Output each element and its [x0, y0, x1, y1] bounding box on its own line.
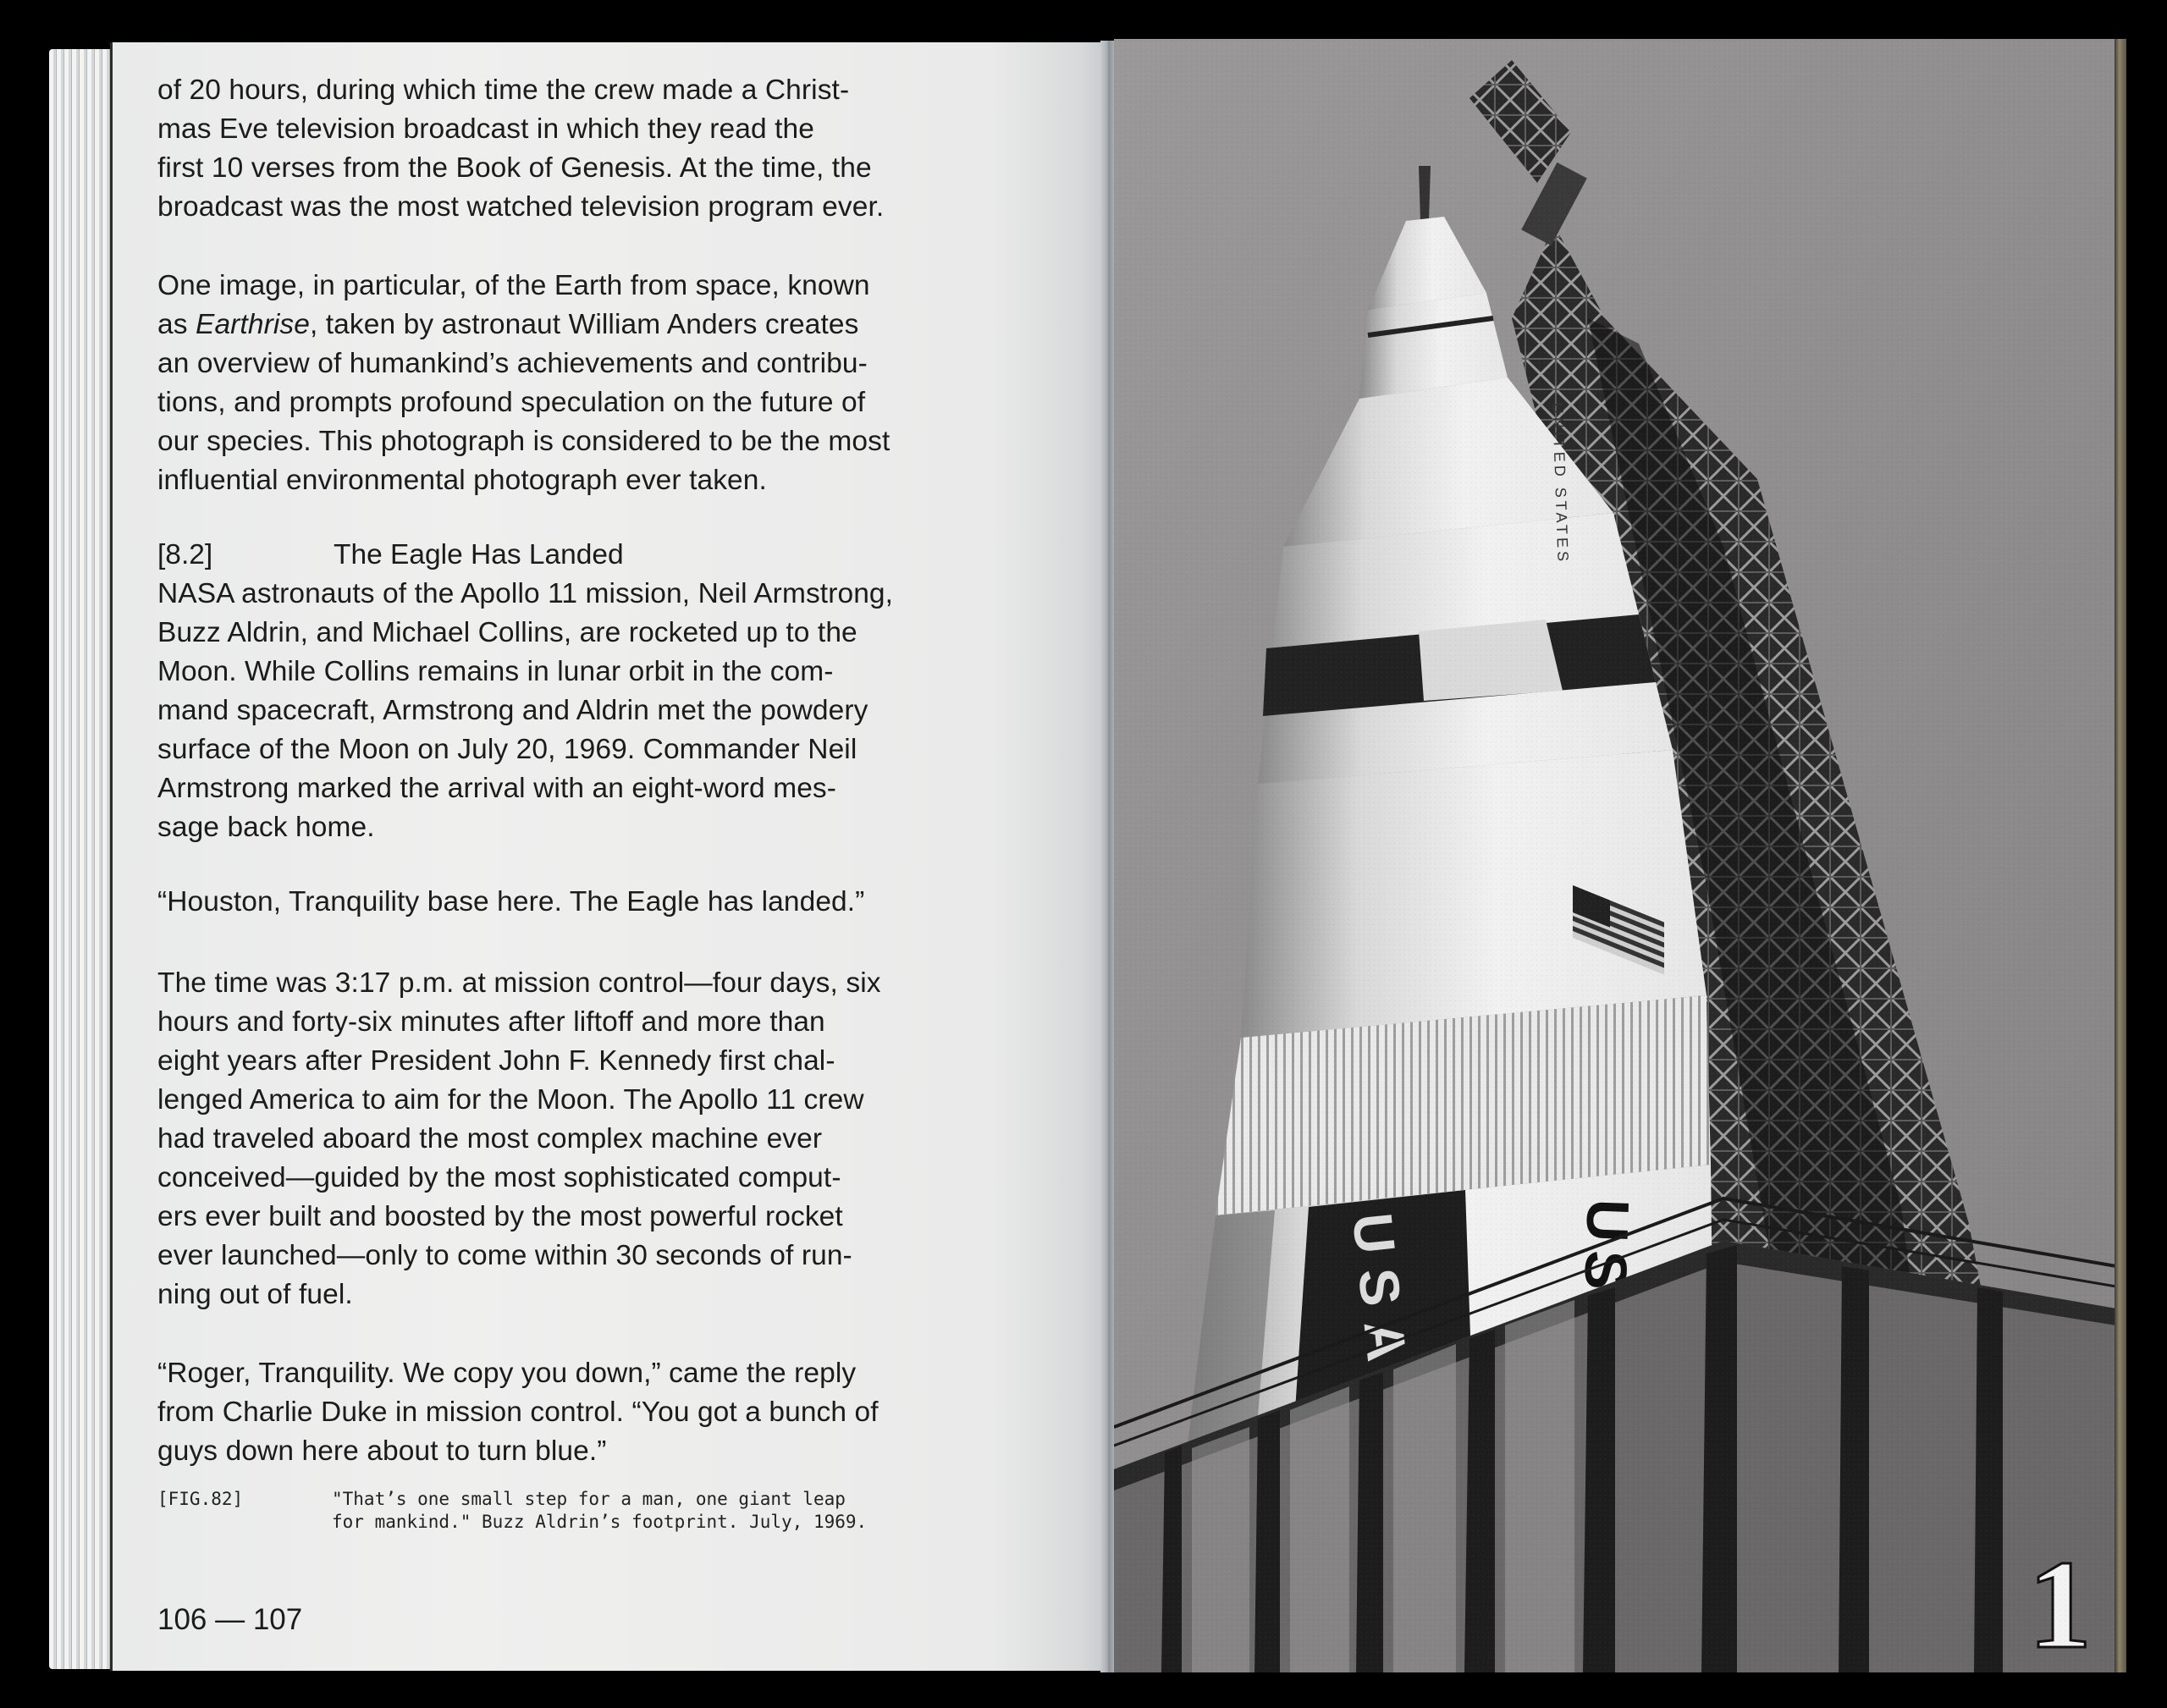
- text-line: sage back home.: [157, 812, 375, 843]
- figure-label: [FIG.82]: [157, 1489, 244, 1509]
- right-page-edge: [2115, 39, 2126, 1672]
- text-line: ever launched—only to come within 30 seconds of run-: [157, 1240, 852, 1271]
- armstrong-quote: [157, 883, 1046, 922]
- text-line: conceived—guided by the most sophisticated comput-: [157, 1162, 841, 1193]
- paragraph-4: [157, 964, 1046, 1314]
- text-line: “Houston, Tranquility base here. The Eagle has landed.”: [157, 886, 865, 917]
- section-number: [8.2]: [157, 539, 213, 570]
- text-line: Buzz Aldrin, and Michael Collins, are rocketed up to the: [157, 617, 857, 648]
- text-line: influential environmental photograph ever taken.: [157, 465, 767, 496]
- text-line: of 20 hours, during which time the crew made a Christ-: [157, 74, 850, 106]
- text-line: Moon. While Collins remains in lunar orbit in the com-: [157, 656, 834, 687]
- paragraph-2: [157, 267, 1046, 500]
- figure-caption-text: [332, 1488, 867, 1534]
- text-line: tions, and prompts profound speculation on the future of: [157, 387, 866, 418]
- saturn-v-photo: [1114, 39, 2116, 1672]
- film-grain: [1114, 39, 2116, 1672]
- text-line: first 10 verses from the Book of Genesis. At the time, the: [157, 152, 872, 184]
- text-line: guys down here about to turn blue.”: [157, 1435, 607, 1467]
- section-heading: [157, 536, 1046, 575]
- text-line: hours and forty-six minutes after liftoff and more than: [157, 1006, 825, 1038]
- text-line: [157, 306, 1046, 344]
- text-line: mas Eve television broadcast in which they read the: [157, 113, 815, 145]
- paragraph-3: [157, 575, 1046, 847]
- text-line: mand spacecraft, Armstrong and Aldrin met the powdery: [157, 695, 868, 726]
- text-line: NASA astronauts of the Apollo 11 mission, Neil Armstrong,: [157, 578, 894, 609]
- text-line: The time was 3:17 p.m. at mission control—four days, six: [157, 967, 881, 999]
- section-title: The Eagle Has Landed: [334, 539, 624, 570]
- paragraph-1: [157, 71, 1046, 227]
- rocket-illustration: [1114, 39, 2116, 1672]
- caption-line: "That’s one small step for a man, one giant leap: [332, 1489, 846, 1509]
- text-fragment: as: [157, 309, 196, 340]
- text-line: Armstrong marked the arrival with an eight-word mes-: [157, 773, 837, 804]
- right-page: [1114, 39, 2116, 1672]
- text-line: our species. This photograph is considered to be the most: [157, 426, 891, 457]
- text-line: broadcast was the most watched television program ever.: [157, 191, 885, 223]
- text-line: ning out of fuel.: [157, 1279, 353, 1310]
- text-line: surface of the Moon on July 20, 1969. Commander Neil: [157, 734, 857, 765]
- text-line: from Charlie Duke in mission control. “You got a bunch of: [157, 1397, 879, 1428]
- text-line: “Roger, Tranquility. We copy you down,” came the reply: [157, 1358, 857, 1389]
- text-line: an overview of humankind’s achievements and contribu-: [157, 348, 868, 379]
- text-line: eight years after President John F. Kennedy first chal-: [157, 1045, 835, 1077]
- text-fragment: , taken by astronaut William Anders creates: [309, 309, 859, 340]
- paragraph-5: [157, 1354, 1046, 1471]
- caption-line: for mankind." Buzz Aldrin’s footprint. July, 1969.: [332, 1512, 868, 1532]
- earthrise-title: Earthrise: [196, 309, 310, 340]
- text-line: One image, in particular, of the Earth from space, known: [157, 270, 870, 301]
- page-numbers: 106 — 107: [157, 1603, 303, 1636]
- text-line: lenged America to aim for the Moon. The Apollo 11 crew: [157, 1084, 864, 1116]
- text-line: had traveled aboard the most complex machine ever: [157, 1123, 823, 1154]
- text-line: ers ever built and boosted by the most powerful rocket: [157, 1201, 843, 1232]
